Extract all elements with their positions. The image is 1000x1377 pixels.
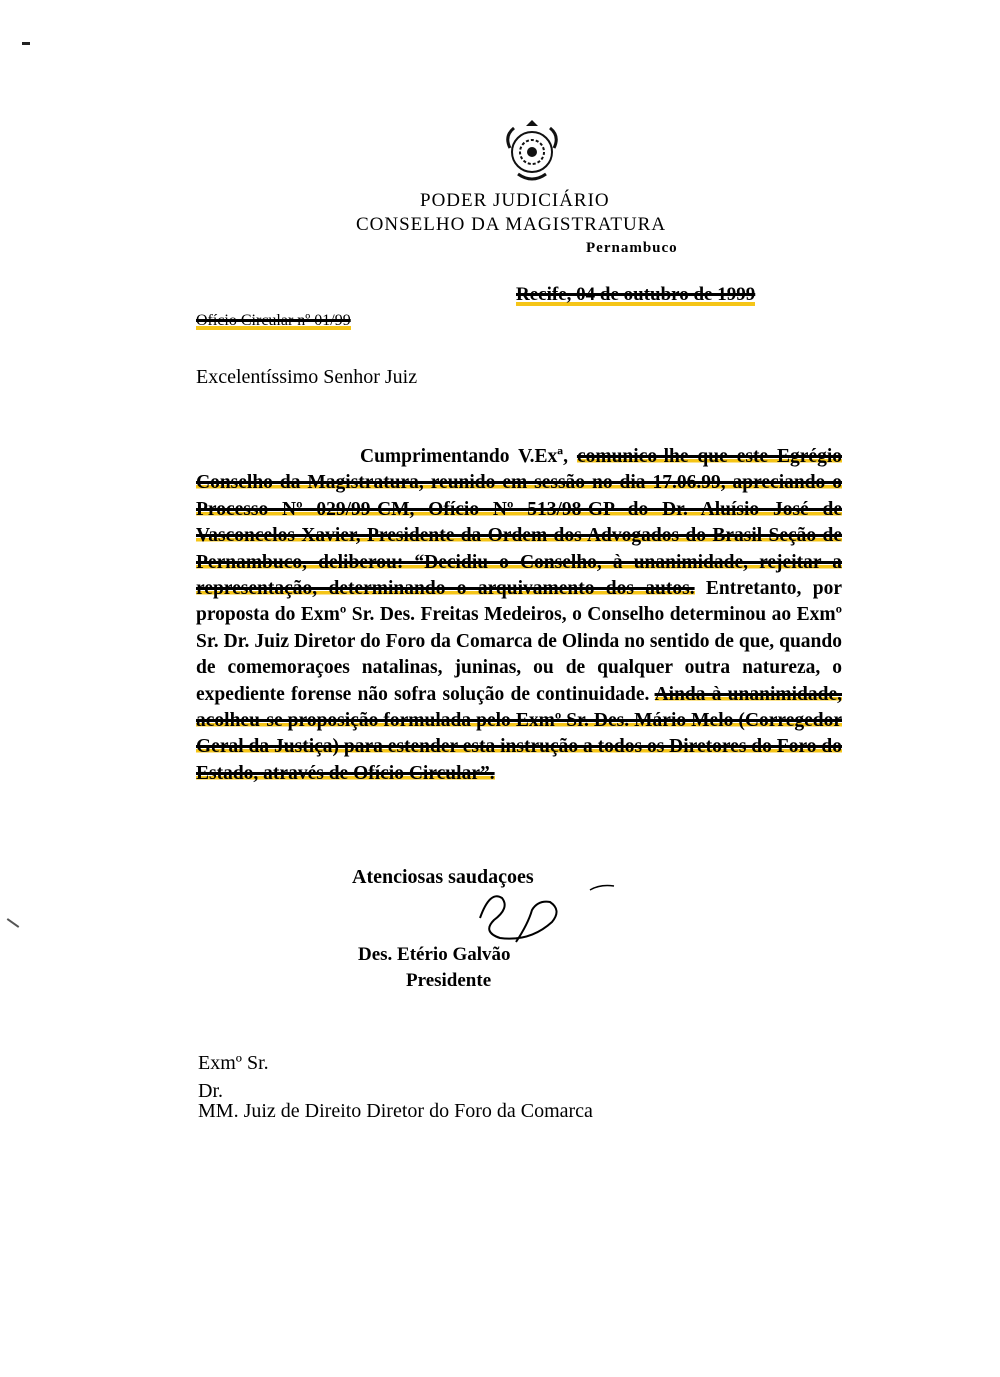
body-struck-passage-1: comunico-lhe que este Egrégio Conselho da Magistratura, reunido em sessão no dia 17.06.99, apreciando o Processo Nº 029/99-CM, Ofício Nº 513/98-GP do Dr. Aluísio José de Vasconcelos Xavier, Presidente da Ordem dos Advogados do Brasil Seção de Pernambuco, deliberou: “Decidiu o Conselho, à unanimidade, rejeitar a representação, determinando o arquivamento dos autos. (196, 446, 842, 600)
signer-name: Des. Etério Galvão (358, 944, 511, 965)
scan-mark (22, 42, 30, 45)
scan-mark (7, 918, 20, 928)
addressee-line-1: Exmº Sr. (198, 1052, 269, 1074)
coat-of-arms-seal (496, 118, 568, 188)
body-middle: Entretanto, por proposta do Exmº Sr. Des. Freitas Medeiros, o Conselho determinou ao Exmº Sr. Dr. Juiz Diretor do Foro da Comarca de Olinda no sentido de que, quando de comemoraçoes natalinas, juninas, ou de qualquer outra natureza, o expediente forense não sofra solução de continuidade. (196, 578, 842, 705)
header-line-1: PODER JUDICIÁRIO (420, 190, 610, 211)
signer-title: Presidente (406, 970, 492, 991)
addressee-line-2: Dr. (198, 1080, 223, 1102)
letter-body (196, 444, 842, 787)
oficio-number: Ofício Circular nº 01/99 (196, 312, 351, 329)
header-line-3: Pernambuco (586, 240, 678, 256)
header-line-2: CONSELHO DA MAGISTRATURA (356, 214, 667, 235)
body-struck-passage-2: Ainda à unanimidade, acolheu-se proposição formulada pelo Exmº Sr. Des. Mário Melo (Corregedor Geral da Justiça) para estender esta instrução a todos os Diretores do Foro do Estado, através de Ofício Circular”. (196, 683, 842, 784)
date-line: Recife, 04 de outubro de 1999 (516, 284, 756, 305)
addressee-line-3: MM. Juiz de Direito Diretor do Foro da Comarca (198, 1100, 593, 1122)
body-lead: Cumprimentando V.Exª, (360, 446, 569, 467)
salutation: Excelentíssimo Senhor Juiz (196, 366, 418, 388)
closing-text: Atenciosas saudaçoes (352, 866, 534, 888)
